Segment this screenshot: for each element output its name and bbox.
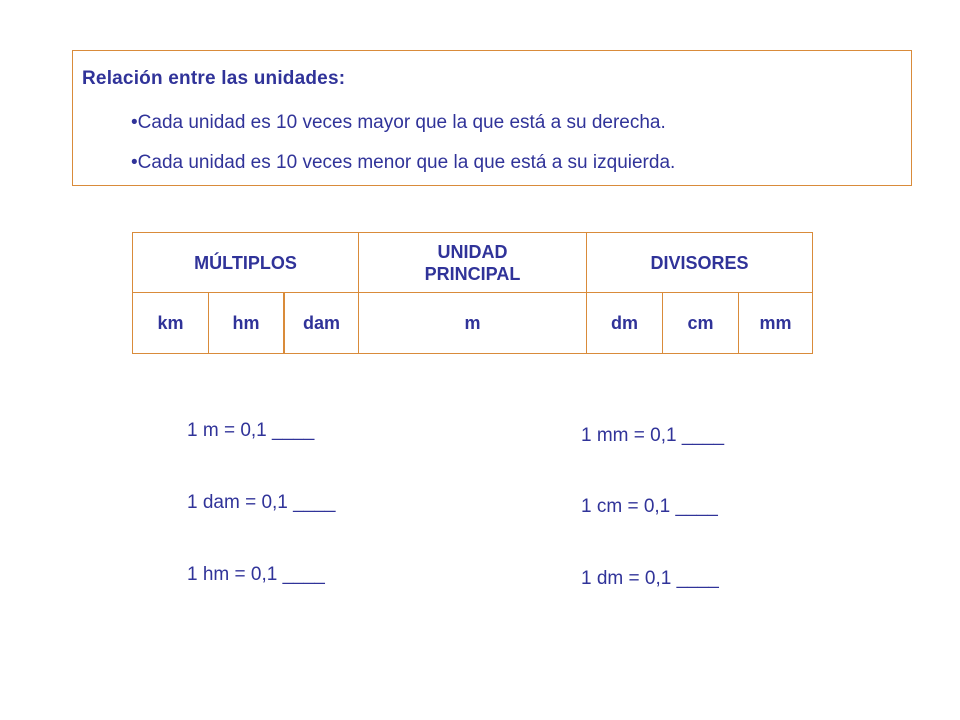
exercise-mm: 1 mm = 0,1 ____: [581, 425, 725, 446]
unit-m: m: [359, 293, 587, 353]
unit-dm: dm: [587, 293, 663, 353]
unit-mm: mm: [759, 312, 792, 333]
exercise-dam: 1 dam = 0,1 ____: [187, 492, 336, 513]
unit-cm: cm: [663, 293, 739, 353]
unit-dam: dam: [285, 293, 359, 353]
header-divisors: DIVISORES: [650, 252, 749, 273]
units-relation-box: [72, 50, 912, 186]
exercise-dm: 1 dm = 0,1 ____: [581, 568, 719, 589]
units-table: [132, 232, 813, 354]
unit-hm: hm: [209, 293, 285, 353]
exercise-m: 1 m = 0,1 ____: [187, 420, 315, 441]
relation-bullet-bigger: •Cada unidad es 10 veces mayor que la que está a su derecha.: [131, 112, 666, 133]
header-main-unit: [359, 233, 587, 293]
header-main-unit-label: UNIDAD PRINCIPAL: [424, 241, 521, 284]
exercise-hm: 1 hm = 0,1 ____: [187, 564, 325, 585]
unit-km: km: [133, 293, 209, 353]
relation-title: Relación entre las unidades:: [82, 68, 346, 89]
relation-bullet-smaller: •Cada unidad es 10 veces menor que la que está a su izquierda.: [131, 152, 676, 173]
exercise-cm: 1 cm = 0,1 ____: [581, 496, 718, 517]
header-multiples: MÚLTIPLOS: [133, 233, 359, 293]
